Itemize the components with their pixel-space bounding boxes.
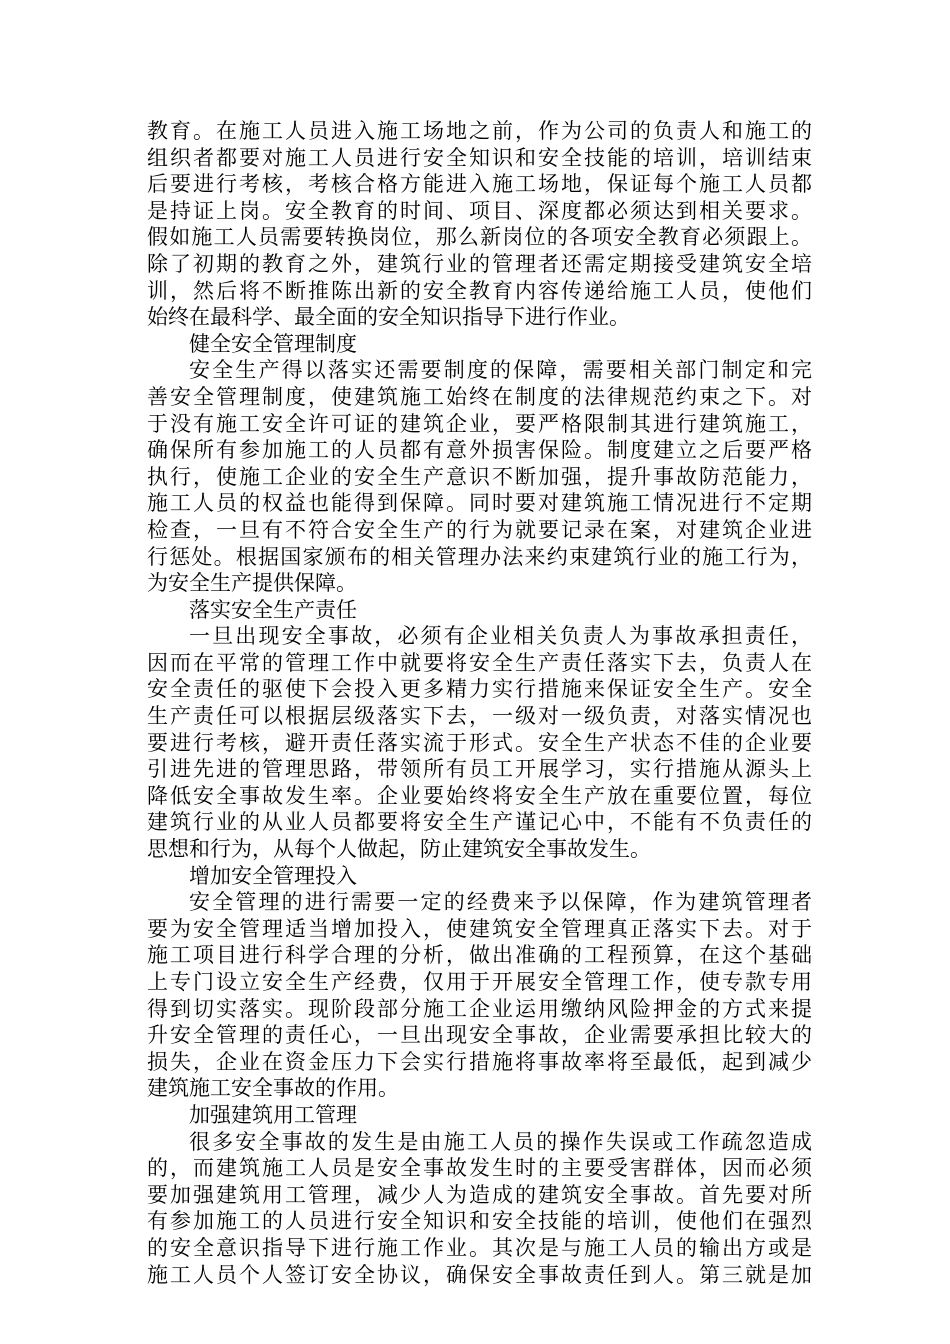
text-line: 安全责任的驱使下会投入更多精力实行措施来保证安全生产。安全: [147, 677, 812, 702]
text-line: 损失，企业在资金压力下会实行措施将事故率将至最低，起到减少: [147, 1049, 812, 1074]
text-line: 的安全意识指导下进行施工作业。其次是与施工人员的输出方或是: [147, 1235, 812, 1260]
section-heading: 健全安全管理制度: [189, 331, 357, 356]
text-line: 确保所有参加施工的人员都有意外损害保险。制度建立之后要严格: [147, 438, 812, 463]
section-heading: 加强建筑用工管理: [189, 1102, 357, 1127]
text-line: 始终在最科学、最全面的安全知识指导下进行作业。: [147, 305, 630, 330]
text-line: 引进先进的管理思路，带领所有员工开展学习，实行措施从源头上: [147, 757, 812, 782]
text-line: 升安全管理的责任心，一旦出现安全事故，企业需要承担比较大的: [147, 1023, 812, 1048]
document-body: [147, 118, 812, 1288]
text-line: 得到切实落实。现阶段部分施工企业运用缴纳风险押金的方式来提: [147, 996, 812, 1021]
text-line: 除了初期的教育之外，建筑行业的管理者还需定期接受建筑安全培: [147, 251, 812, 276]
paragraph-system: [147, 357, 812, 596]
paragraph-investment: [147, 889, 812, 1102]
text-line: 执行，使施工企业的安全生产意识不断加强，提升事故防范能力，: [147, 464, 812, 489]
text-line: 教育。在施工人员进入施工场地之前，作为公司的负责人和施工的: [147, 119, 812, 143]
paragraph-labor: [147, 1129, 812, 1289]
text-line: 安全生产得以落实还需要制度的保障，需要相关部门制定和完: [189, 358, 812, 383]
text-line: 建筑行业的从业人员都要将安全生产谨记心中，不能有不负责任的: [147, 810, 812, 835]
text-line: 有参加施工的人员进行安全知识和安全技能的培训，使他们在强烈: [147, 1209, 812, 1234]
text-line: 上专门设立安全生产经费，仅用于开展安全管理工作，使专款专用: [147, 970, 812, 994]
text-line: 因而在平常的管理工作中就要将安全生产责任落实下去，负责人在: [147, 650, 812, 675]
text-line: 后要进行考核，考核合格方能进入施工场地，保证每个施工人员都: [147, 172, 812, 197]
text-line: 思想和行为，从每个人做起，防止建筑安全事故发生。: [147, 837, 651, 862]
text-line: 安全管理的进行需要一定的经费来予以保障，作为建筑管理者: [189, 890, 812, 915]
text-line: 于没有施工安全许可证的建筑企业，要严格限制其进行建筑施工，: [147, 411, 812, 436]
text-line: 降低安全事故发生率。企业要始终将安全生产放在重要位置，每位: [147, 783, 812, 808]
text-line: 善安全管理制度，使建筑施工始终在制度的法律规范约束之下。对: [147, 384, 812, 409]
text-line: 要加强建筑用工管理，减少人为造成的建筑安全事故。首先要对所: [147, 1182, 812, 1207]
text-line: 行惩处。根据国家颁布的相关管理办法来约束建筑行业的施工行为，: [147, 544, 812, 569]
text-line: 为安全生产提供保障。: [147, 571, 357, 596]
text-line: 要为安全管理适当增加投入，使建筑安全管理真正落实下去。对于: [147, 916, 812, 941]
section-heading: 增加安全管理投入: [189, 863, 357, 888]
text-line: 很多安全事故的发生是由施工人员的操作失误或工作疏忽造成: [189, 1129, 812, 1154]
text-line: 施工项目进行科学合理的分析，做出准确的工程预算，在这个基础: [147, 943, 812, 968]
text-line: 的，而建筑施工人员是安全事故发生时的主要受害群体，因而必须: [147, 1156, 812, 1181]
text-line: 生产责任可以根据层级落实下去，一级对一级负责，对落实情况也: [147, 704, 812, 729]
text-line: 一旦出现安全事故，必须有企业相关负责人为事故承担责任，: [189, 624, 812, 649]
text-line: 是持证上岗。安全教育的时间、项目、深度都必须达到相关要求。: [147, 198, 812, 223]
text-line: 检查，一旦有不符合安全生产的行为就要记录在案，对建筑企业进: [147, 517, 812, 542]
text-line: 训，然后将不断推陈出新的安全教育内容传递给施工人员，使他们: [147, 278, 812, 303]
text-line: 施工人员的权益也能得到保障。同时要对建筑施工情况进行不定期: [147, 491, 812, 516]
text-line: 施工人员个人签订安全协议，确保安全事故责任到人。第三就是加: [147, 1262, 812, 1287]
text-line: 组织者都要对施工人员进行安全知识和安全技能的培训，培训结束: [147, 145, 812, 170]
paragraph-education: [147, 118, 812, 331]
text-line: 建筑施工安全事故的作用。: [147, 1076, 399, 1101]
text-line: 要进行考核，避开责任落实流于形式。安全生产状态不佳的企业要: [147, 730, 812, 755]
paragraph-responsibility: [147, 623, 812, 862]
section-heading: 落实安全生产责任: [189, 597, 357, 622]
text-line: 假如施工人员需要转换岗位，那么新岗位的各项安全教育必须跟上。: [147, 225, 812, 250]
